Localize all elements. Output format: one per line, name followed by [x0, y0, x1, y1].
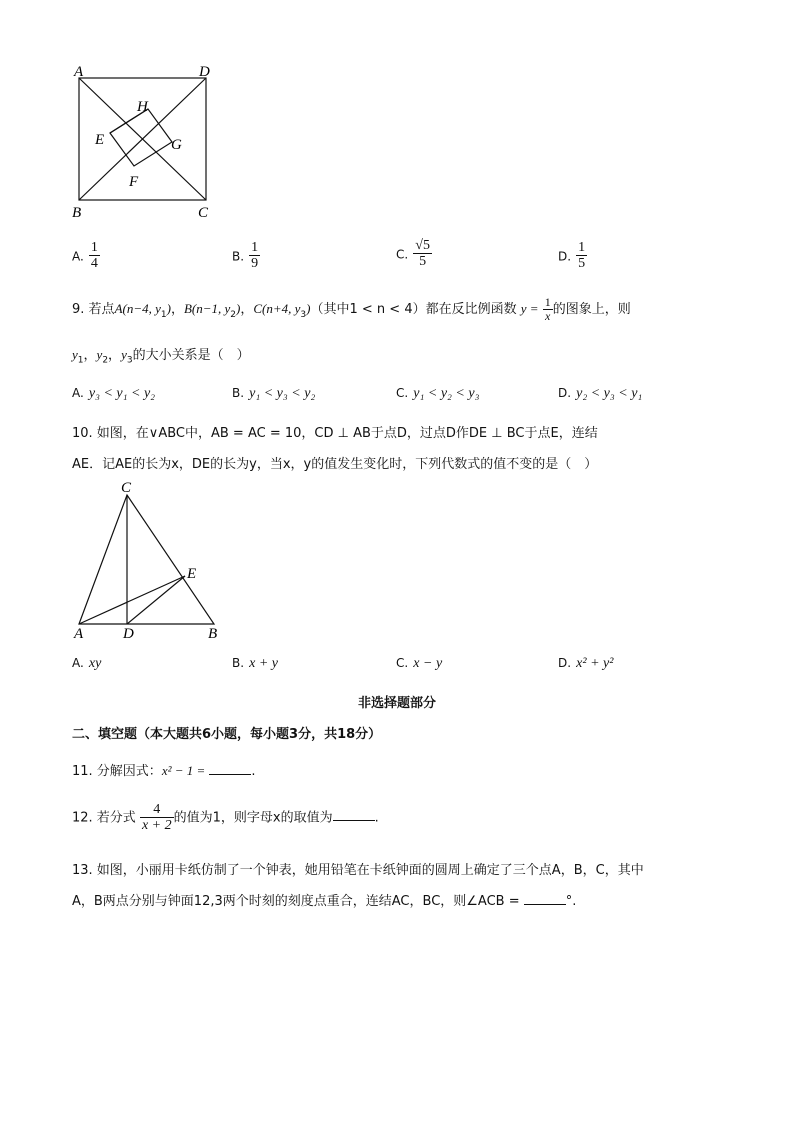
- label-A: A: [74, 626, 84, 642]
- q10-line2: AE．记AE的长为x，DE的长为y，当x，y的值发生变化时，下列代数式的值不变的是（ ）: [72, 457, 598, 472]
- label-B: B: [208, 626, 218, 642]
- fraction: $\frac{4}{x + 2}$: [141, 802, 172, 834]
- fraction: $\frac{1}{5}$: [578, 240, 586, 272]
- q12: 12. 若分式 $\frac{4}{x + 2}$ 的值为1，则字母x的取值为 .: [72, 802, 379, 834]
- q13-line1: 13. 如图，小丽用卡纸仿制了一个钟表，她用铅笔在卡纸钟面的圆周上确定了三个点A，B，C，其中: [72, 863, 644, 878]
- square-figure: [66, 62, 226, 222]
- label-C: C: [198, 205, 209, 221]
- answer-blank[interactable]: [524, 892, 566, 905]
- answer-blank[interactable]: [209, 762, 251, 775]
- label-C: C: [121, 480, 132, 496]
- q8-option-d[interactable]: [558, 240, 587, 272]
- q8-option-a[interactable]: [72, 240, 100, 272]
- section-title: 非选择题部分: [357, 696, 436, 711]
- option-letter: C.: [396, 247, 409, 262]
- q10-option-c[interactable]: C. x − y: [396, 656, 443, 671]
- label-A: A: [74, 64, 84, 80]
- fraction: $\frac{√5}{5}$: [415, 238, 430, 270]
- q9-option-b[interactable]: B. y₁ < y₃ < y₂: [232, 386, 316, 401]
- label-E: E: [187, 566, 197, 582]
- fraction: $\frac{1}{9}$: [251, 240, 259, 272]
- label-H: H: [137, 99, 148, 115]
- option-letter: B.: [232, 249, 245, 264]
- section-2-heading: 二、填空题（本大题共6小题，每小题3分，共18分）: [72, 727, 382, 742]
- q10-option-a[interactable]: A. xy: [72, 656, 102, 671]
- label-G: G: [171, 137, 182, 153]
- fraction: $\frac{1}{4}$: [90, 240, 98, 272]
- q9-line2: $y_1$，$y_2$，$y_3$的大小关系是（ ）: [72, 347, 250, 366]
- q10-option-d[interactable]: D. x² + y²: [558, 656, 614, 671]
- label-D: D: [199, 64, 210, 80]
- label-B: B: [72, 205, 82, 221]
- triangle-figure: [66, 478, 236, 644]
- q13-line2: A，B两点分别与钟面12,3两个时刻的刻度点重合，连结AC，BC，则∠ACB = °.: [72, 894, 577, 909]
- q8-option-b[interactable]: [232, 240, 260, 272]
- label-D: D: [123, 626, 134, 642]
- q9-option-c[interactable]: C. y₁ < y₂ < y₃: [396, 386, 480, 401]
- q10-line1: 10. 如图，在∨ABC中，AB = AC = 10，CD ⊥ AB于点D，过点D作DE ⊥ BC于点E，连结: [72, 426, 598, 441]
- q9-option-a[interactable]: A. y₃ < y₁ < y₂: [72, 386, 156, 401]
- fraction: $\frac{1}{x}$: [544, 295, 551, 324]
- label-F: F: [129, 174, 139, 190]
- option-letter: A.: [72, 249, 84, 264]
- q9-option-d[interactable]: D. y₂ < y₃ < y₁: [558, 386, 643, 401]
- label-E: E: [95, 132, 105, 148]
- q8-option-c[interactable]: [396, 238, 432, 270]
- q9-line1: 9. 若点A(n−4, $y_1$)，B(n−1, $y_2$)，C(n+4, $y_3$)（其中1 < n < 4）都在反比例函数 y = $\frac{1}{x}$ 的图象上，则: [72, 295, 631, 324]
- q11: 11. 分解因式：x² − 1 = .: [72, 763, 256, 779]
- q10-option-b[interactable]: B. x + y: [232, 656, 279, 671]
- option-letter: D.: [558, 249, 572, 264]
- answer-blank[interactable]: [333, 808, 375, 821]
